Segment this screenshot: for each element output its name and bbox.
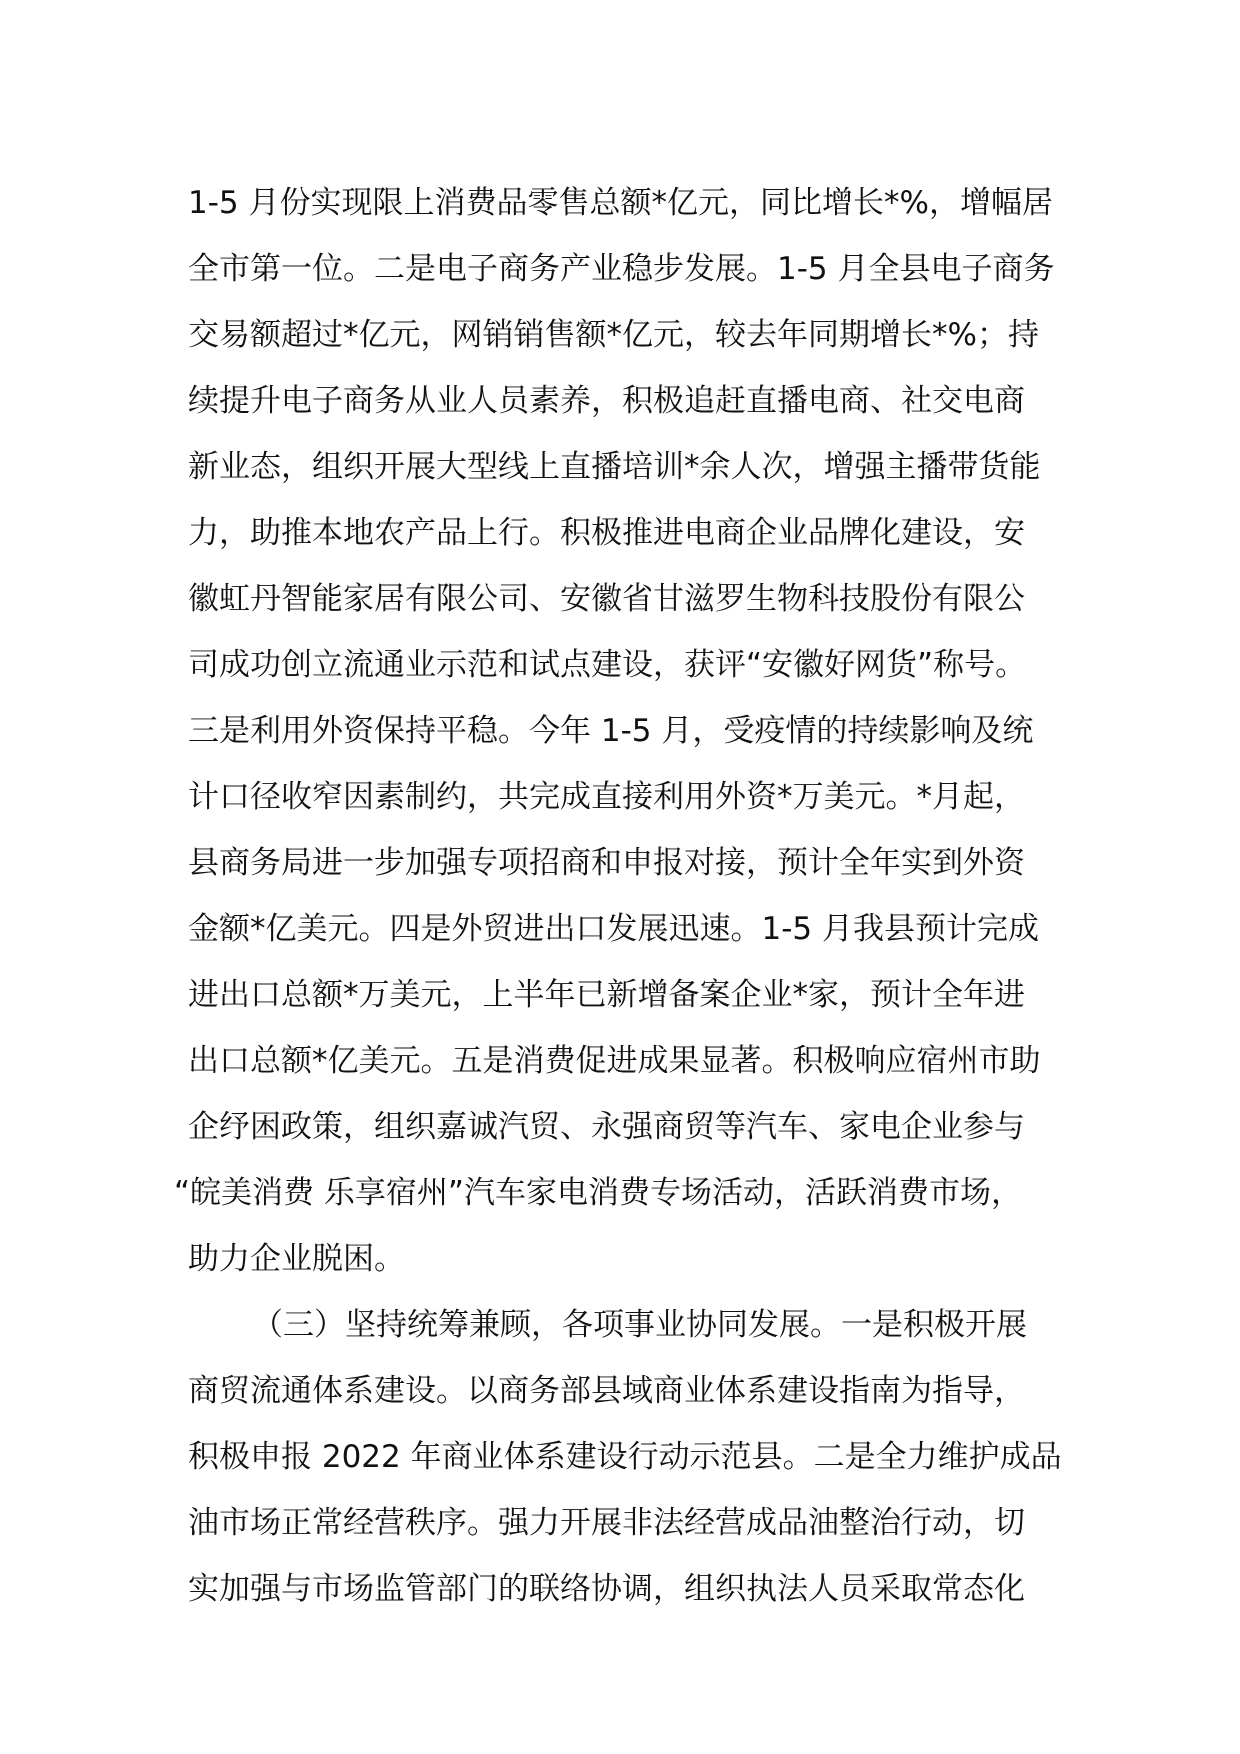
text-line: 三是利用外资保持平稳。今年 1-5 月，受疫情的持续影响及统 xyxy=(188,713,1034,749)
text-line: 计口径收窄因素制约，共完成直接利用外资*万美元。*月起， xyxy=(188,779,1025,815)
text-line: 力，助推本地农产品上行。积极推进电商企业品牌化建设，安 xyxy=(188,515,1025,551)
text-line: 司成功创立流通业示范和试点建设，获评“安徽好网货”称号。 xyxy=(188,647,1027,683)
text-line: 交易额超过*亿元，网销销售额*亿元，较去年同期增长*%；持 xyxy=(188,317,1039,353)
text-line: 商贸流通体系建设。以商务部县域商业体系建设指南为指导， xyxy=(188,1373,1025,1409)
text-line: 进出口总额*万美元，上半年已新增备案企业*家，预计全年进 xyxy=(188,977,1025,1013)
text-line: 实加强与市场监管部门的联络协调，组织执法人员采取常态化 xyxy=(188,1571,1025,1607)
text-line: 企纾困政策，组织嘉诚汽贸、永强商贸等汽车、家电企业参与 xyxy=(188,1109,1025,1145)
text-line: 出口总额*亿美元。五是消费促进成果显著。积极响应宿州市助 xyxy=(188,1043,1041,1079)
text-line: 新业态，组织开展大型线上直播培训*余人次，增强主播带货能 xyxy=(188,449,1041,485)
section-heading-line: （三）坚持统筹兼顾，各项事业协同发展。一是积极开展 xyxy=(252,1307,1027,1343)
text-line: 续提升电子商务从业人员素养，积极追赶直播电商、社交电商 xyxy=(188,383,1025,419)
text-line: 全市第一位。二是电子商务产业稳步发展。1-5 月全县电子商务 xyxy=(188,251,1055,287)
text-line: 油市场正常经营秩序。强力开展非法经营成品油整治行动，切 xyxy=(188,1505,1025,1541)
text-line: 积极申报 2022 年商业体系建设行动示范县。二是全力维护成品 xyxy=(188,1439,1062,1475)
text-line: “皖美消费 乐享宿州”汽车家电消费专场活动，活跃消费市场， xyxy=(174,1175,1022,1211)
text-line: 助力企业脱困。 xyxy=(188,1241,405,1277)
text-line: 金额*亿美元。四是外贸进出口发展迅速。1-5 月我县预计完成 xyxy=(188,911,1039,947)
document-body xyxy=(174,170,1088,1622)
text-line: 徽虹丹智能家居有限公司、安徽省甘滋罗生物科技股份有限公 xyxy=(188,581,1025,617)
text-line: 县商务局进一步加强专项招商和申报对接，预计全年实到外资 xyxy=(188,845,1025,881)
text-line: 1-5 月份实现限上消费品零售总额*亿元，同比增长*%，增幅居 xyxy=(188,185,1053,221)
